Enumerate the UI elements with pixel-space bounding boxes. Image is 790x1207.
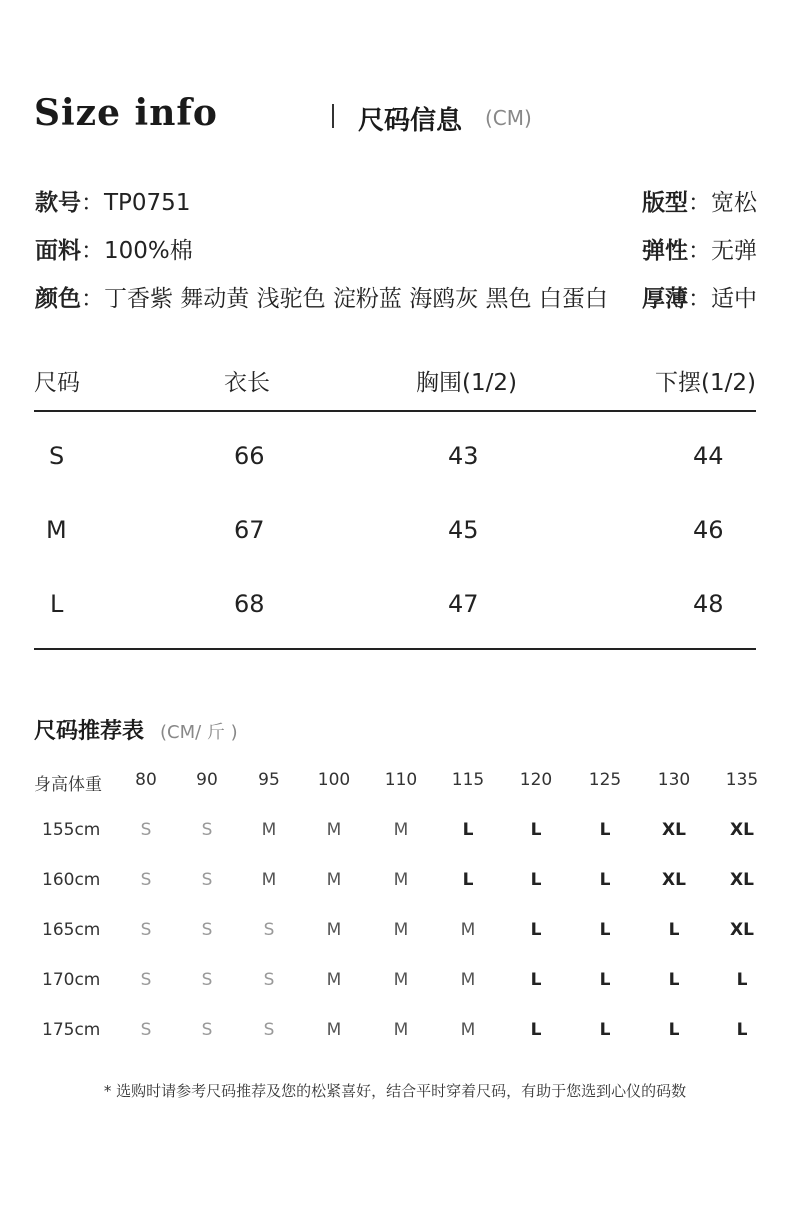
size-recommendation: L	[462, 820, 474, 840]
weight-header: 100	[317, 770, 351, 790]
size-recommendation: M	[326, 870, 342, 890]
thickness: 厚薄：适中	[642, 286, 757, 312]
brand-title: Size info	[34, 92, 218, 134]
size-recommendation: M	[326, 970, 342, 990]
size-recommendation: L	[599, 970, 611, 990]
size-table-body	[34, 412, 756, 650]
chest-cell: 43	[448, 442, 479, 470]
size-recommendation: S	[140, 1020, 152, 1040]
size-recommendation: L	[599, 820, 611, 840]
size-recommendation: XL	[730, 920, 754, 940]
stretch: 弹性：无弹	[642, 238, 757, 264]
header-size: 尺码	[34, 370, 80, 396]
size-table-header	[34, 360, 756, 412]
size-recommendation: L	[736, 1020, 748, 1040]
size-recommendation: S	[263, 920, 275, 940]
chest-cell: 45	[448, 516, 479, 544]
table-row	[34, 920, 760, 970]
size-recommendation: M	[326, 1020, 342, 1040]
length-cell: 66	[234, 442, 265, 470]
thickness-label: 厚薄	[642, 286, 688, 312]
fabric: 面料：100%棉	[35, 238, 193, 264]
height-label: 165cm	[42, 920, 101, 940]
table-row	[34, 568, 756, 642]
hem-cell: 46	[693, 516, 724, 544]
size-recommendation: M	[460, 1020, 476, 1040]
size-recommendation: S	[201, 1020, 213, 1040]
table-row	[34, 494, 756, 568]
height-label: 160cm	[42, 870, 101, 890]
weight-header: 130	[657, 770, 691, 790]
size-recommendation: M	[261, 870, 277, 890]
recommendation-title: 尺码推荐表	[34, 719, 145, 744]
header-hem: 下摆(1/2)	[655, 370, 756, 396]
size-recommendation: M	[393, 870, 409, 890]
size-recommendation: M	[460, 970, 476, 990]
size-recommendation: M	[393, 820, 409, 840]
length-cell: 68	[234, 590, 265, 618]
weight-header: 95	[258, 770, 280, 790]
size-recommendation: S	[140, 970, 152, 990]
page-title: 尺码信息	[358, 106, 463, 136]
title-unit: (CM)	[485, 106, 532, 130]
color-label: 颜色	[35, 286, 81, 312]
size-recommendation: L	[530, 820, 542, 840]
size-recommendation: XL	[730, 820, 754, 840]
fit-value: 宽松	[711, 190, 757, 216]
size-recommendation: L	[599, 870, 611, 890]
height-label: 170cm	[42, 970, 101, 990]
table-row	[34, 1020, 760, 1070]
size-recommendation: M	[393, 970, 409, 990]
fabric-label: 面料	[35, 238, 81, 264]
size-cell: S	[49, 442, 65, 470]
size-recommendation: XL	[730, 870, 754, 890]
hem-cell: 44	[693, 442, 724, 470]
size-recommendation: M	[460, 920, 476, 940]
size-cell: L	[50, 590, 64, 618]
size-recommendation: L	[736, 970, 748, 990]
header-chest: 胸围(1/2)	[416, 370, 517, 396]
size-recommendation: M	[261, 820, 277, 840]
table-row	[34, 970, 760, 1020]
size-recommendation: XL	[662, 870, 686, 890]
chest-cell: 47	[448, 590, 479, 618]
size-recommendation: S	[201, 970, 213, 990]
footnote: * 选购时请参考尺码推荐及您的松紧喜好，结合平时穿着尺码，有助于您选到心仪的码数	[103, 1082, 687, 1100]
size-recommendation: S	[201, 870, 213, 890]
style-label: 款号	[35, 190, 81, 216]
size-recommendation: L	[668, 920, 680, 940]
fabric-value: 100%棉	[104, 238, 193, 264]
weight-header: 90	[196, 770, 218, 790]
recommendation-unit: (CM/ 斤 )	[160, 722, 238, 743]
recommendation-table	[34, 770, 760, 1070]
colors: 颜色：丁香紫 舞动黄 浅驼色 淀粉蓝 海鸥灰 黑色 白蛋白	[35, 286, 608, 312]
fit-label: 版型	[642, 190, 688, 216]
size-recommendation: L	[668, 970, 680, 990]
size-recommendation: S	[201, 820, 213, 840]
size-table	[34, 360, 756, 650]
style-value: TP0751	[104, 190, 191, 216]
size-recommendation: M	[393, 920, 409, 940]
weight-header: 135	[725, 770, 759, 790]
fit: 版型：宽松	[642, 190, 757, 216]
size-cell: M	[46, 516, 67, 544]
size-recommendation: S	[263, 970, 275, 990]
stretch-label: 弹性	[642, 238, 688, 264]
height-label: 155cm	[42, 820, 101, 840]
header-length: 衣长	[224, 370, 270, 396]
corner-label: 身高体重	[34, 775, 102, 795]
thickness-value: 适中	[711, 286, 757, 312]
size-recommendation: S	[140, 820, 152, 840]
size-recommendation: L	[530, 970, 542, 990]
size-recommendation: M	[326, 820, 342, 840]
length-cell: 67	[234, 516, 265, 544]
weight-header: 120	[519, 770, 553, 790]
size-recommendation: M	[393, 1020, 409, 1040]
size-recommendation: L	[530, 1020, 542, 1040]
style-number: 款号：TP0751	[35, 190, 191, 216]
weight-header: 125	[588, 770, 622, 790]
table-row	[34, 420, 756, 494]
size-recommendation: L	[599, 1020, 611, 1040]
recommendation-header-row	[34, 770, 760, 820]
weight-header: 110	[384, 770, 418, 790]
size-recommendation: M	[326, 920, 342, 940]
size-recommendation: L	[530, 870, 542, 890]
table-row	[34, 820, 760, 870]
size-recommendation: L	[599, 920, 611, 940]
size-recommendation: S	[263, 1020, 275, 1040]
table-row	[34, 870, 760, 920]
size-recommendation: S	[201, 920, 213, 940]
title-divider	[332, 104, 334, 128]
size-recommendation: XL	[662, 820, 686, 840]
size-recommendation: L	[668, 1020, 680, 1040]
size-recommendation: S	[140, 870, 152, 890]
height-label: 175cm	[42, 1020, 101, 1040]
color-value: 丁香紫 舞动黄 浅驼色 淀粉蓝 海鸥灰 黑色 白蛋白	[104, 286, 608, 312]
size-recommendation: S	[140, 920, 152, 940]
hem-cell: 48	[693, 590, 724, 618]
size-recommendation: L	[462, 870, 474, 890]
size-recommendation: L	[530, 920, 542, 940]
stretch-value: 无弹	[711, 238, 757, 264]
weight-header: 115	[451, 770, 485, 790]
weight-header: 80	[135, 770, 157, 790]
